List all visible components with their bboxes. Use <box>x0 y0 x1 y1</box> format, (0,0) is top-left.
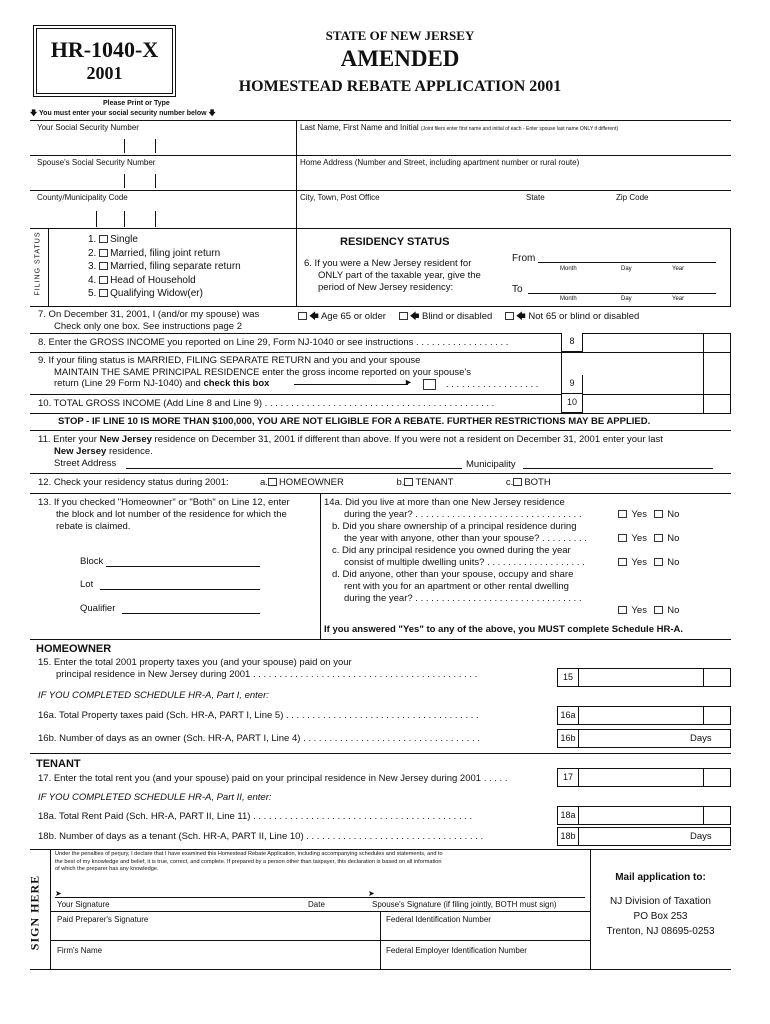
checkbox[interactable] <box>99 289 108 297</box>
arrow-left-icon: 🡄 <box>409 311 420 322</box>
filing-option-head[interactable] <box>88 274 241 288</box>
checkbox[interactable] <box>99 235 108 243</box>
option-label: HOMEOWNER <box>278 477 344 488</box>
line-7-note: Check only one box. See instructions page 2 <box>54 321 243 332</box>
qualifier-label: Qualifier <box>80 603 116 614</box>
spouse-ssn-field[interactable] <box>36 168 291 189</box>
line-12-options <box>260 477 551 488</box>
city-field[interactable] <box>300 203 515 227</box>
federal-id-label: Federal Identification Number <box>386 915 491 924</box>
line-11 <box>38 434 728 470</box>
days-label: Days <box>690 831 712 842</box>
yes-label: Yes <box>631 533 647 544</box>
homeowner-title: HOMEOWNER <box>36 643 112 655</box>
option-letter: b. <box>396 477 405 488</box>
line-18a-text: 18a. Total Rent Paid (Sch. HR-A, PART II, Line 11) . . . . . . . . . . . . . . . . . . . . . . . . . . . . . . . . . . . . . . . . . . <box>38 811 473 822</box>
line-13-text: rebate is claimed. <box>56 521 131 532</box>
line-9-num: 9 <box>561 375 583 394</box>
line-8-text: 8. Enter the GROSS INCOME you reported on Line 29, Form NJ-1040 or see instructions . . . . . . . . . . . . . . . . . . <box>38 337 509 348</box>
name-label <box>300 123 618 132</box>
firm-name-label: Firm's Name <box>57 946 103 955</box>
checkbox[interactable] <box>505 312 514 320</box>
zip-label: Zip Code <box>616 193 649 202</box>
line-13 <box>38 497 290 533</box>
filing-option-widow[interactable] <box>88 287 241 301</box>
address-label: Home Address (Number and Street, including apartment number or rural route) <box>300 158 580 167</box>
option-label: Married, filing joint return <box>110 247 221 259</box>
line-15-num: 15 <box>557 668 579 687</box>
print-note: Please Print or Type <box>103 100 170 107</box>
perjury-line: of which the preparer has any knowledge. <box>55 866 159 872</box>
arrow-right-icon: ➤ <box>368 889 375 898</box>
perjury-line: Under the penalties of perjury, I declare that I have examined this Homestead Rebate Application, including accompanying schedules and statements, and to <box>55 851 443 857</box>
state-label: State <box>526 193 545 202</box>
filing-option-separate[interactable] <box>88 260 241 274</box>
from-field[interactable] <box>538 262 716 263</box>
arrow-left-icon: 🡄 <box>515 311 526 322</box>
line-14d-row <box>324 593 728 605</box>
line-14a-yesno <box>618 509 679 520</box>
line-17-amount[interactable] <box>579 768 731 787</box>
state-field[interactable] <box>524 203 594 227</box>
to-day: Day <box>621 296 632 302</box>
option-age-65[interactable] <box>298 311 386 322</box>
form-title: HOMESTEAD REBATE APPLICATION 2001 <box>238 78 562 95</box>
zip-field[interactable] <box>614 203 728 227</box>
line-9-amount[interactable] <box>583 352 731 394</box>
street-field[interactable] <box>126 468 462 469</box>
spouse-signature-label: Spouse's Signature (if filing jointly, BOTH must sign) <box>372 900 557 909</box>
no-option[interactable] <box>654 557 680 568</box>
yes-label: Yes <box>631 605 647 616</box>
arrow-right-icon: ► <box>404 377 413 387</box>
line-11-text: residence on December 31, 2001 if different than above. If you were not a resident on December 31, 2001 enter your last <box>154 434 663 445</box>
line-15 <box>38 657 558 680</box>
city-label: City, Town, Post Office <box>300 193 380 202</box>
option-label: Age 65 or older <box>320 311 386 322</box>
checkbox[interactable] <box>298 312 307 320</box>
line-11-bold: New Jersey <box>99 434 152 445</box>
line-9-check-label: check this box <box>203 378 270 389</box>
line-17-num: 17 <box>557 768 579 787</box>
option-num: 3. <box>88 261 97 273</box>
option-label: Single <box>110 234 138 245</box>
yes-option[interactable] <box>618 533 647 544</box>
yes-option[interactable] <box>618 509 647 520</box>
option-both[interactable] <box>506 477 551 488</box>
federal-id-field[interactable] <box>384 925 586 939</box>
option-label: Head of Household <box>110 274 196 286</box>
arrow-left-icon: 🡄 <box>309 311 319 322</box>
block-label: Block <box>80 556 104 567</box>
ssn-field[interactable] <box>36 133 291 154</box>
line-9-text: MAINTAIN THE SAME PRINCIPAL RESIDENCE enter the gross income reported on your spouse's <box>54 366 471 378</box>
tenant-note: IF YOU COMPLETED SCHEDULE HR-A, Part II, enter: <box>38 792 272 803</box>
line-7-text: 7. On December 31, 2001, I (and/or my spouse) was <box>38 309 260 320</box>
name-field[interactable] <box>300 133 728 154</box>
line-14d-text: d. Did anyone, other than your spouse, occupy and share <box>332 569 574 580</box>
option-label: Qualifying Widow(er) <box>110 288 203 300</box>
checkbox[interactable] <box>618 606 627 614</box>
name-label-text: Last Name, First Name and Initial <box>300 123 419 132</box>
from-month: Month <box>560 266 577 272</box>
option-num: 2. <box>88 247 97 259</box>
line-11-bold: New Jersey <box>54 446 107 457</box>
no-label: No <box>667 557 680 568</box>
checkbox[interactable] <box>99 262 108 270</box>
municipality-label: Municipality <box>466 459 516 470</box>
line-9-dots: . . . . . . . . . . . . . . . . . . <box>446 379 539 390</box>
line-14c-yesno <box>618 557 679 568</box>
line-14b-text: the year with anyone, other than your spouse? . . . . . . . . . <box>344 533 587 544</box>
line-7-options <box>298 309 639 325</box>
line-18b-text: 18b. Number of days as a tenant (Sch. HR-A, PART II, Line 10) . . . . . . . . . . . . . . . . . . . . . . . . . . . . . . . . . . <box>38 831 484 842</box>
option-not-65[interactable] <box>505 311 639 322</box>
residency-text <box>304 258 481 294</box>
checkbox[interactable] <box>618 510 627 518</box>
residency-line: period of New Jersey residency: <box>318 282 454 293</box>
yes-option[interactable] <box>618 605 647 616</box>
checkbox[interactable] <box>268 478 277 486</box>
tenant-title: TENANT <box>36 758 81 770</box>
line-10-num: 10 <box>561 394 583 413</box>
line-18b-num: 18b <box>557 827 579 846</box>
option-homeowner[interactable] <box>260 477 344 488</box>
line-9-arrow <box>294 384 408 385</box>
sign-here-label: SIGN HERE <box>27 874 42 951</box>
lot-field[interactable] <box>100 589 260 590</box>
form-id: HR-1040-X <box>50 37 159 62</box>
checkbox[interactable] <box>513 478 522 486</box>
no-label: No <box>667 509 680 520</box>
line-11-row-1 <box>38 434 728 446</box>
no-label: No <box>667 533 680 544</box>
yes-option[interactable] <box>618 557 647 568</box>
line-16a-amount[interactable] <box>579 706 731 725</box>
no-option[interactable] <box>654 605 680 616</box>
schedule-hra-note: If you answered "Yes" to any of the above, you MUST complete Schedule HR-A. <box>324 624 683 635</box>
perjury-statement <box>55 851 588 874</box>
line-15-amount[interactable] <box>579 668 731 687</box>
county-field[interactable] <box>36 203 291 227</box>
no-option[interactable] <box>654 509 680 520</box>
checkbox[interactable] <box>404 478 413 486</box>
ssn-note <box>30 109 216 120</box>
mail-line: NJ Division of Taxation <box>610 896 711 907</box>
preparer-signature-label: Paid Preparer's Signature <box>57 915 149 924</box>
perjury-line: the best of my knowledge and belief, it is true, correct, and complete. If prepared by a person other than taxpayer, this declaration is based on all information <box>55 858 442 865</box>
line-11-text: 11. Enter your <box>38 434 97 445</box>
checkbox[interactable] <box>654 534 663 542</box>
line-10-amount[interactable] <box>583 394 731 413</box>
line-14a-text: during the year? . . . . . . . . . . . . . . . . . . . . . . . . . . . . . . . . <box>344 509 582 520</box>
line-11-text: residence. <box>108 446 153 457</box>
line-14d-text: during the year? . . . . . . . . . . . . . . . . . . . . . . . . . . . . . . . . <box>344 593 582 604</box>
line-13-text: 13. If you checked "Homeowner" or "Both" on Line 12, enter <box>38 497 290 508</box>
federal-employer-id-field[interactable] <box>384 955 586 968</box>
option-label: Not 65 or blind or disabled <box>528 311 640 322</box>
line-14c-text: c. Did any principal residence you owned during the year <box>332 545 571 556</box>
line-14c-text: consist of multiple dwelling units? . . . . . . . . . . . . . . . . . . . <box>344 557 585 568</box>
address-field[interactable] <box>300 168 728 189</box>
amended-heading: AMENDED <box>340 46 460 71</box>
yes-label: Yes <box>631 557 647 568</box>
line-8-amount[interactable] <box>583 333 731 352</box>
residency-title: RESIDENCY STATUS <box>340 236 450 248</box>
ssn-note-text: You must enter your social security number below <box>39 110 207 117</box>
line-9-checkbox[interactable] <box>423 379 436 390</box>
checkbox[interactable] <box>618 534 627 542</box>
from-day: Day <box>621 266 632 272</box>
line-15-text: principal residence in New Jersey during 2001 . . . . . . . . . . . . . . . . . . . . . . . . . . . . . . . . . . . . . . . . . . . <box>56 668 478 680</box>
ssn-label: Your Social Security Number <box>37 123 139 132</box>
form-id-box <box>33 25 176 97</box>
option-tenant[interactable] <box>397 477 454 488</box>
option-num: 4. <box>88 274 97 286</box>
mail-title: Mail application to: <box>615 872 706 883</box>
line-16b-num: 16b <box>557 729 579 748</box>
line-16a-text: 16a. Total Property taxes paid (Sch. HR-A, PART I, Line 5) . . . . . . . . . . . . . . . . . . . . . . . . . . . . . . . . . . . . . <box>38 710 479 721</box>
option-letter: a. <box>260 477 268 488</box>
checkbox[interactable] <box>99 276 108 284</box>
to-month: Month <box>560 296 577 302</box>
line-16b-text: 16b. Number of days as an owner (Sch. HR-A, PART I, Line 4) . . . . . . . . . . . . . . . . . . . . . . . . . . . . . . . . . . <box>38 733 480 744</box>
qualifier-field[interactable] <box>122 613 260 614</box>
residency-line: ONLY part of the taxable year, give the <box>318 270 481 281</box>
option-blind[interactable] <box>399 311 493 322</box>
option-label: Blind or disabled <box>422 311 493 322</box>
preparer-signature-field[interactable] <box>55 925 375 939</box>
no-label: No <box>667 605 680 616</box>
checkbox[interactable] <box>99 249 108 257</box>
from-label: From <box>512 253 536 264</box>
line-10-text: 10. TOTAL GROSS INCOME (Add Line 8 and Line 9) . . . . . . . . . . . . . . . . . . . . . . . . . . . . . . . . . . . . . . . . . . . . <box>38 398 495 409</box>
arrow-down-icon: 🡇 <box>30 110 38 117</box>
line-17-text: 17. Enter the total rent you (and your spouse) paid on your principal residence in New Jersey during 2001 . . . . . <box>38 773 508 784</box>
line-14d-text: rent with you for an apartment or other rental dwelling <box>344 581 569 592</box>
option-letter: c. <box>505 477 514 488</box>
homeowner-note: IF YOU COMPLETED SCHEDULE HR-A, Part I, enter: <box>38 690 269 701</box>
line-12-text: 12. Check your residency status during 2001: <box>38 477 229 488</box>
stop-warning: STOP - IF LINE 10 IS MORE THAN $100,000, YOU ARE NOT ELIGIBLE FOR A REBATE. FURTHER RESTRICTIONS MAY BE APPLIED. <box>58 416 651 427</box>
to-year: Year <box>672 296 685 302</box>
your-signature-label: Your Signature <box>57 900 110 909</box>
line-18a-num: 18a <box>557 806 579 825</box>
days-label: Days <box>690 733 712 744</box>
filing-status-list <box>88 233 241 301</box>
option-num: 5. <box>88 288 97 300</box>
county-label: County/Municipality Code <box>37 193 128 202</box>
name-label-note: (Joint filers enter first name and initial of each - Enter spouse last name ONLY if different) <box>420 126 618 132</box>
form-year: 2001 <box>86 63 123 83</box>
line-9-text: return (Line 29 Form NJ-1040) and <box>54 378 201 389</box>
state-heading: STATE OF NEW JERSEY <box>325 28 475 43</box>
option-label: Married, filing separate return <box>110 261 241 273</box>
option-label: BOTH <box>524 477 551 488</box>
mail-line: Trenton, NJ 08695-0253 <box>606 926 715 937</box>
federal-employer-id-label: Federal Employer Identification Number <box>386 946 527 955</box>
line-8-num: 8 <box>561 333 583 352</box>
line-14b-text: b. Did you share ownership of a principal residence during <box>332 521 577 532</box>
option-num: 1. <box>88 234 97 245</box>
arrow-right-icon: ➤ <box>55 889 62 898</box>
line-13-text: the block and lot number of the residence for which the <box>56 509 287 520</box>
checkbox[interactable] <box>654 558 663 566</box>
from-year: Year <box>672 266 685 272</box>
checkbox[interactable] <box>654 606 663 614</box>
firm-name-field[interactable] <box>55 955 375 968</box>
checkbox[interactable] <box>399 312 408 320</box>
line-14d-yesno <box>618 605 679 616</box>
arrow-down-icon: 🡇 <box>208 110 216 117</box>
block-field[interactable] <box>106 566 260 567</box>
checkbox[interactable] <box>654 510 663 518</box>
line-9-text: 9. If your filing status is MARRIED, FILING SEPARATE RETURN and you and your spouse <box>38 355 421 366</box>
yes-label: Yes <box>631 509 647 520</box>
spouse-ssn-label: Spouse's Social Security Number <box>37 158 156 167</box>
residency-line: 6. If you were a New Jersey resident for <box>304 258 472 269</box>
filing-status-side-label: FILING STATUS <box>34 231 42 296</box>
line-11-row-2 <box>38 446 728 458</box>
no-option[interactable] <box>654 533 680 544</box>
line-7 <box>38 309 259 333</box>
option-label: TENANT <box>415 477 454 488</box>
lot-label: Lot <box>80 579 94 590</box>
checkbox[interactable] <box>618 558 627 566</box>
to-label: To <box>512 284 523 295</box>
date-label: Date <box>308 900 325 909</box>
mail-address <box>590 894 731 939</box>
line-15-text: 15. Enter the total 2001 property taxes you (and your spouse) paid on your <box>38 657 352 668</box>
line-18a-amount[interactable] <box>579 806 731 825</box>
municipality-field[interactable] <box>523 468 713 469</box>
to-field[interactable] <box>528 293 716 294</box>
mail-line: PO Box 253 <box>633 911 688 922</box>
street-label: Street Address <box>54 458 117 469</box>
filing-option-single[interactable] <box>88 233 241 247</box>
filing-option-joint[interactable] <box>88 247 241 261</box>
line-16a-num: 16a <box>557 706 579 725</box>
line-14a-text: 14a. Did you live at more than one New Jersey residence <box>324 497 565 508</box>
line-14b-yesno <box>618 533 679 544</box>
